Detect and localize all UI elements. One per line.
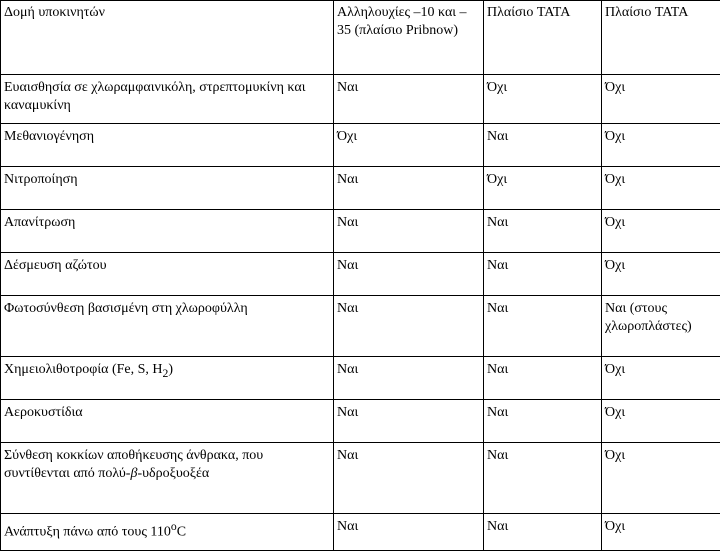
value-cell: Ναι — [334, 253, 484, 296]
value-cell: Όχι — [602, 167, 720, 210]
feature-text: Χημειολιθοτροφία (Fe, S, H — [4, 362, 163, 377]
table-row — [1, 400, 720, 443]
feature-text: ) — [168, 362, 173, 377]
value-cell: Όχι — [334, 124, 484, 167]
feature-cell: Ευαισθησία σε χλωραμφαινικόλη, στρεπτομυκίνη και καναμυκίνη — [1, 75, 334, 124]
feature-text: C — [177, 525, 186, 540]
header-cell-2: Αλληλουχίες –10 και –35 (πλαίσιο Pribnow) — [334, 1, 484, 75]
feature-cell — [1, 514, 334, 551]
table-row — [1, 210, 720, 253]
value-cell: Ναι — [484, 357, 602, 400]
italic-text: β — [130, 466, 137, 481]
feature-text: Ανάπτυξη πάνω από τους 110 — [4, 525, 171, 540]
header-cell-4: Πλαίσιο TATA — [602, 1, 720, 75]
value-cell: Ναι — [484, 443, 602, 514]
header-cell-1: Δομή υποκινητών — [1, 1, 334, 75]
superscript-text: o — [171, 520, 177, 533]
value-cell: Όχι — [602, 210, 720, 253]
value-cell: Όχι — [602, 514, 720, 551]
value-cell: Ναι (στους χλωροπλάστες) — [602, 296, 720, 357]
feature-cell: Νιτροποίηση — [1, 167, 334, 210]
table-row — [1, 124, 720, 167]
table-row — [1, 253, 720, 296]
value-cell: Όχι — [602, 75, 720, 124]
header-cell-3: Πλαίσιο TATA — [484, 1, 602, 75]
feature-cell — [1, 443, 334, 514]
table-row — [1, 167, 720, 210]
value-cell: Ναι — [484, 253, 602, 296]
feature-cell: Δέσμευση αζώτου — [1, 253, 334, 296]
value-cell: Ναι — [334, 210, 484, 253]
value-cell: Όχι — [602, 124, 720, 167]
feature-cell — [1, 357, 334, 400]
value-cell: Όχι — [602, 357, 720, 400]
feature-cell: Απανίτρωση — [1, 210, 334, 253]
subscript-text: 2 — [163, 367, 169, 380]
value-cell: Ναι — [334, 400, 484, 443]
value-cell: Ναι — [334, 357, 484, 400]
value-cell: Ναι — [484, 514, 602, 551]
value-cell: Ναι — [334, 296, 484, 357]
table-row — [1, 75, 720, 124]
feature-cell: Φωτοσύνθεση βασισμένη στη χλωροφύλλη — [1, 296, 334, 357]
value-cell: Όχι — [602, 443, 720, 514]
table-row — [1, 357, 720, 400]
value-cell: Ναι — [334, 75, 484, 124]
feature-cell: Αεροκυστίδια — [1, 400, 334, 443]
table-row — [1, 296, 720, 357]
value-cell: Ναι — [484, 400, 602, 443]
table-header-row — [1, 1, 720, 75]
value-cell: Ναι — [484, 124, 602, 167]
value-cell: Ναι — [334, 167, 484, 210]
value-cell: Όχι — [602, 253, 720, 296]
value-cell: Όχι — [602, 400, 720, 443]
table-row — [1, 514, 720, 551]
feature-text: -υδροξυοξέα — [137, 466, 209, 481]
value-cell: Ναι — [334, 514, 484, 551]
value-cell: Ναι — [334, 443, 484, 514]
value-cell: Όχι — [484, 75, 602, 124]
feature-text: Σύνθεση κοκκίων αποθήκευσης άνθρακα, που συντίθενται από πολύ- — [4, 448, 263, 481]
value-cell: Όχι — [484, 167, 602, 210]
table-row — [1, 443, 720, 514]
feature-cell: Μεθανιογένηση — [1, 124, 334, 167]
value-cell: Ναι — [484, 210, 602, 253]
value-cell: Ναι — [484, 296, 602, 357]
